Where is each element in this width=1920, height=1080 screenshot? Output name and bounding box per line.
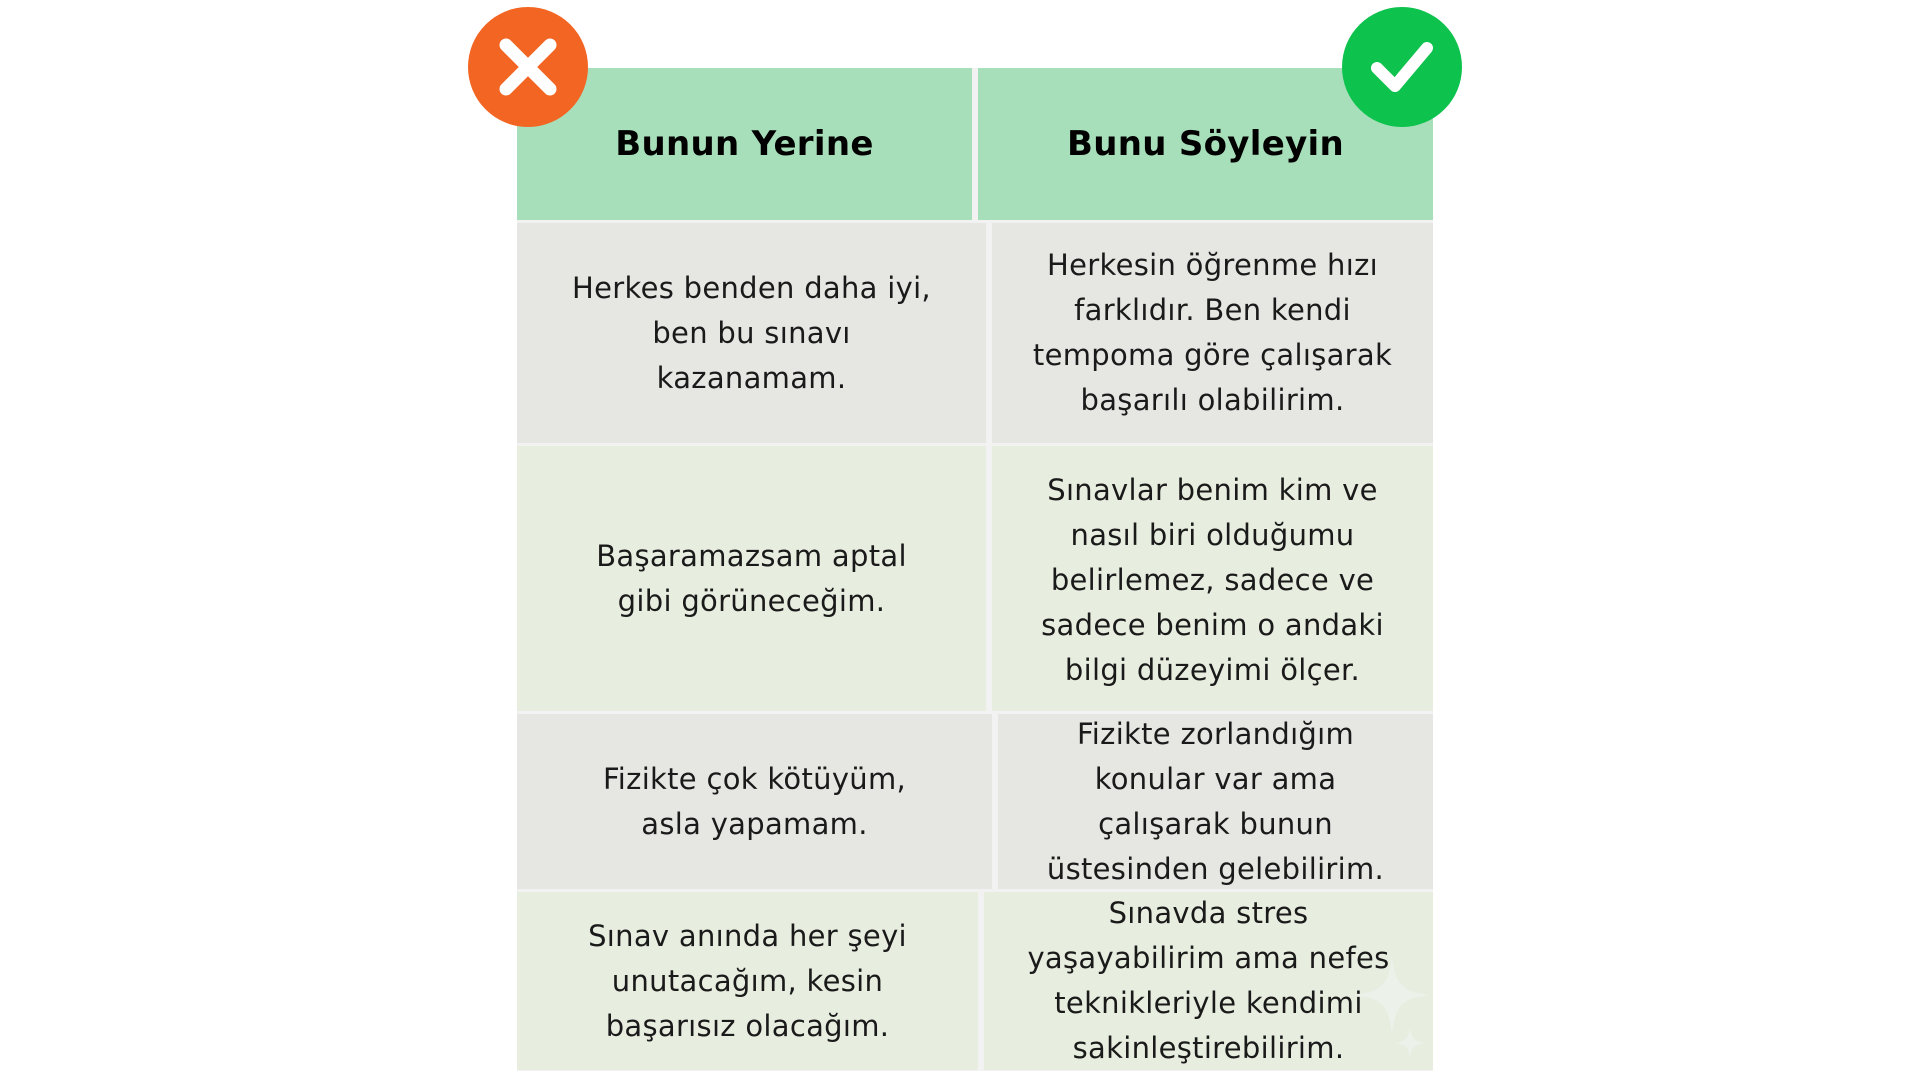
table-row	[517, 714, 1433, 889]
cell-instead: Herkes benden daha iyi, ben bu sınavı kazanamam.	[517, 223, 986, 443]
table-row	[517, 446, 1433, 711]
checkmark-icon	[1342, 7, 1462, 127]
comparison-table	[517, 68, 1433, 1071]
table-row	[517, 223, 1433, 443]
cell-say: Herkesin öğrenme hızı farklıdır. Ben kendi tempoma göre çalışarak başarılı olabilirim.	[992, 223, 1433, 443]
cell-say: Sınavlar benim kim ve nasıl biri olduğumu belirlemez, sadece ve sadece benim o andaki bilgi düzeyimi ölçer.	[992, 446, 1433, 711]
table-row	[517, 892, 1433, 1070]
sparkle-icon	[1352, 955, 1432, 1065]
table-header-row	[517, 68, 1433, 220]
cell-instead: Fizikte çok kötüyüm, asla yapamam.	[517, 714, 992, 889]
cell-say: Fizikte zorlandığım konular var ama çalışarak bunun üstesinden gelebilirim.	[998, 714, 1433, 889]
cell-instead: Sınav anında her şeyi unutacağım, kesin başarısız olacağım.	[517, 892, 978, 1070]
header-say: Bunu Söyleyin	[978, 68, 1433, 220]
header-instead: Bunun Yerine	[517, 68, 972, 220]
cell-instead: Başaramazsam aptal gibi görüneceğim.	[517, 446, 986, 711]
close-x-icon	[468, 7, 588, 127]
cell-say: Sınavda stres yaşayabilirim ama nefes teknikleriyle kendimi sakinleştirebilirim.	[984, 892, 1433, 1070]
